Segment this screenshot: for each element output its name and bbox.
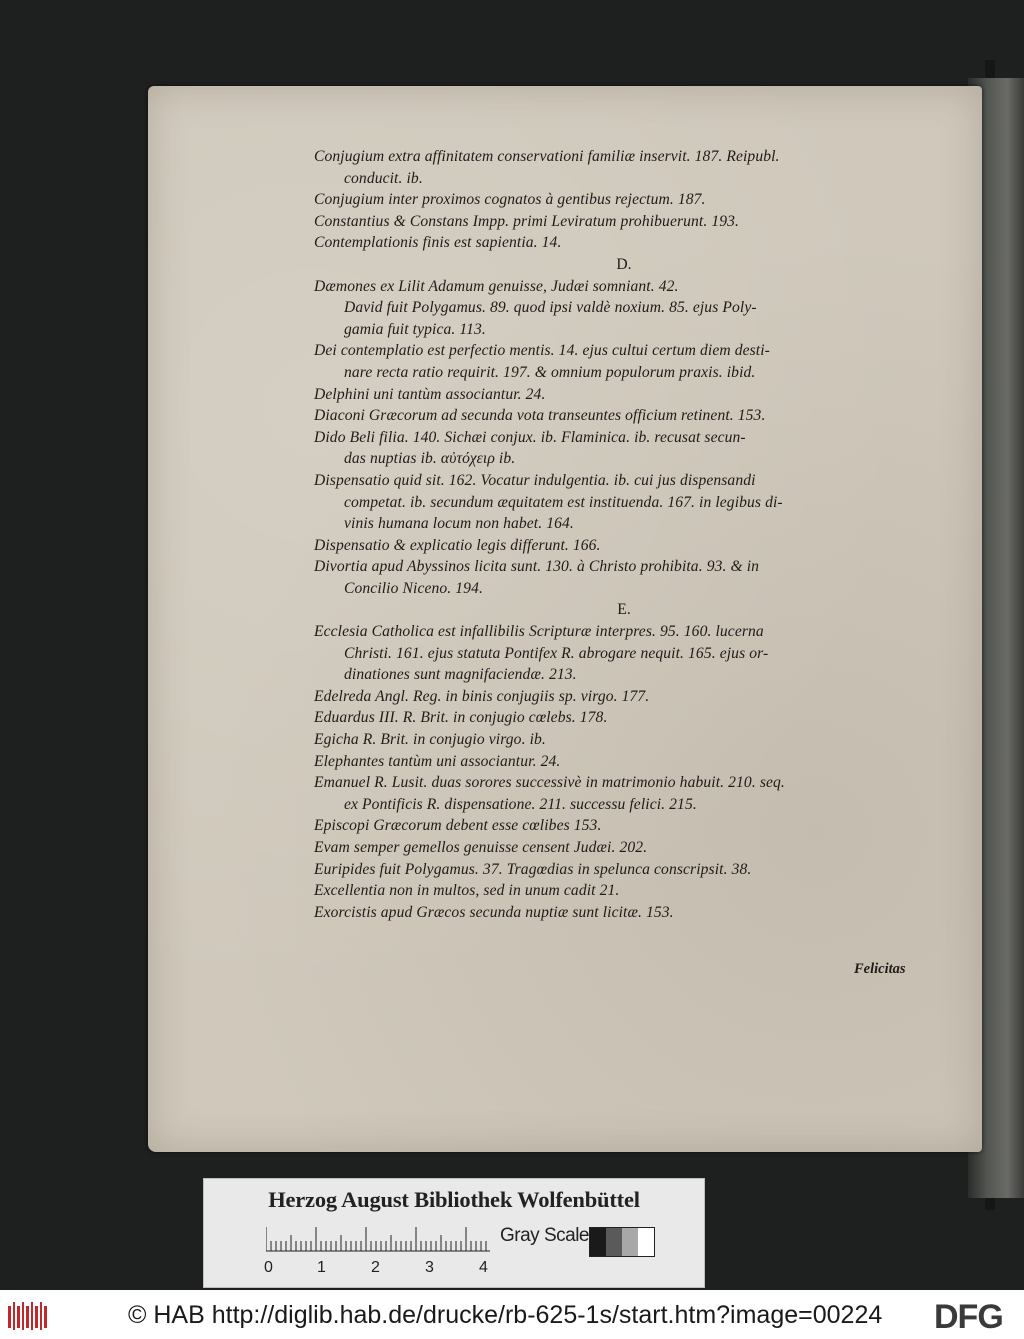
- index-entry-continuation: Christi. 161. ejus statuta Pontifex R. abrogare nequit. 165. ejus or-: [344, 644, 769, 662]
- index-entry: Elephantes tantùm uni associantur. 24.: [314, 752, 561, 770]
- index-entry: Conjugium extra affinitatem conservationi familiæ inservit. 187. Reipubl.: [314, 148, 780, 165]
- index-entry-continuation: David fuit Polygamus. 89. quod ipsi valdè noxium. 85. ejus Poly-: [344, 299, 757, 317]
- index-entry-continuation: vinis humana locum non habet. 164.: [344, 515, 574, 533]
- copyright-url[interactable]: © HAB http://diglib.hab.de/drucke/rb-625-1s/start.htm?image=00224: [128, 1301, 883, 1329]
- index-entry: Diaconi Græcorum ad secunda vota transeuntes officium retinent. 153.: [314, 407, 766, 425]
- index-entry-continuation: ex Pontificis R. dispensatione. 211. successu felici. 215.: [344, 795, 697, 813]
- index-entry: Dei contemplatio est perfectio mentis. 14. ejus cultui certum diem desti-: [314, 342, 770, 360]
- gray-scale-swatches: [589, 1227, 655, 1257]
- gray-swatch-white: [638, 1228, 654, 1256]
- gray-swatch-dark: [606, 1228, 622, 1256]
- library-name: Herzog August Bibliothek Wolfenbüttel: [268, 1187, 640, 1212]
- index-entry-continuation: competat. ib. secundum æquitatem est instituenda. 167. in legibus di-: [344, 493, 783, 511]
- index-entry-continuation: Concilio Niceno. 194.: [344, 579, 483, 597]
- ruler-number: 2: [371, 1259, 380, 1276]
- index-entry: Evam semper gemellos genuisse censent Judæi. 202.: [314, 839, 648, 856]
- index-entry: Excellentia non in multos, sed in unum cadit 21.: [314, 882, 620, 900]
- index-entry: Edelreda Angl. Reg. in binis conjugiis sp. virgo. 177.: [314, 687, 650, 705]
- section-letter-heading: D.: [616, 255, 632, 273]
- section-letter-heading: E.: [617, 601, 631, 619]
- color-target-card: [203, 1178, 705, 1288]
- index-entry: Dispensatio quid sit. 162. Vocatur indulgentia. ib. cui jus dispensandi: [314, 471, 756, 489]
- index-text-block: [314, 146, 934, 923]
- index-entry: Dispensatio & explicatio legis differunt. 166.: [314, 536, 601, 554]
- index-entry: Exorcistis apud Græcos secunda nuptiæ sunt licitæ. 153.: [314, 903, 674, 921]
- index-entry: Divortia apud Abyssinos licita sunt. 130. à Christo prohibita. 93. & in: [314, 558, 760, 576]
- index-entry: Dido Beli filia. 140. Sichæi conjux. ib. Flaminica. ib. recusat secun-: [314, 428, 746, 446]
- ruler-number: 1: [317, 1259, 326, 1276]
- index-entry: Emanuel R. Lusit. duas sorores successivè in matrimonio habuit. 210. seq.: [314, 774, 785, 792]
- index-entry: Dæmones ex Lilit Adamum genuisse, Judæi somniant. 42.: [314, 277, 679, 295]
- index-entry: Euripides fuit Polygamus. 37. Tragœdias in spelunca conscripsit. 38.: [314, 860, 752, 878]
- index-entry-continuation: conducit. ib.: [344, 169, 423, 187]
- index-entry: Episcopi Græcorum debent esse cœlibes 153.: [314, 817, 602, 835]
- dfg-logo: DFG: [934, 1298, 1003, 1336]
- measurement-ruler: [266, 1223, 496, 1255]
- index-entry-continuation: gamia fuit typica. 113.: [344, 320, 486, 338]
- barcode-logo-icon: [8, 1302, 48, 1330]
- catchword: Felicitas: [854, 961, 906, 977]
- index-entry: Conjugium inter proximos cognatos à gentibus rejectum. 187.: [314, 191, 706, 209]
- index-entry: Constantius & Constans Impp. primi Leviratum prohibuerunt. 193.: [314, 212, 740, 230]
- index-entry: Ecclesia Catholica est infallibilis Scripturæ interpres. 95. 160. lucerna: [314, 623, 764, 641]
- ruler-number: 4: [479, 1259, 488, 1276]
- ruler-number: 0: [264, 1259, 273, 1276]
- ruler-number: 3: [425, 1259, 434, 1276]
- index-entry: Contemplationis finis est sapientia. 14.: [314, 234, 562, 252]
- index-entry: Eduardus III. R. Brit. in conjugio cœlebs. 178.: [314, 709, 608, 727]
- index-entry: Egicha R. Brit. in conjugio virgo. ib.: [314, 731, 546, 749]
- index-entry-continuation: nare recta ratio requirit. 197. & omnium populorum praxis. ibid.: [344, 363, 756, 381]
- index-entry: Delphini uni tantùm associantur. 24.: [314, 385, 546, 403]
- gray-swatch-light: [622, 1228, 638, 1256]
- gray-swatch-black: [590, 1228, 606, 1256]
- index-entry-continuation: dinationes sunt magnifaciendæ. 213.: [344, 666, 577, 684]
- index-entry-continuation: das nuptias ib. αὐτόχειρ ib.: [344, 450, 516, 468]
- gray-scale-label: Gray Scale: [500, 1225, 589, 1246]
